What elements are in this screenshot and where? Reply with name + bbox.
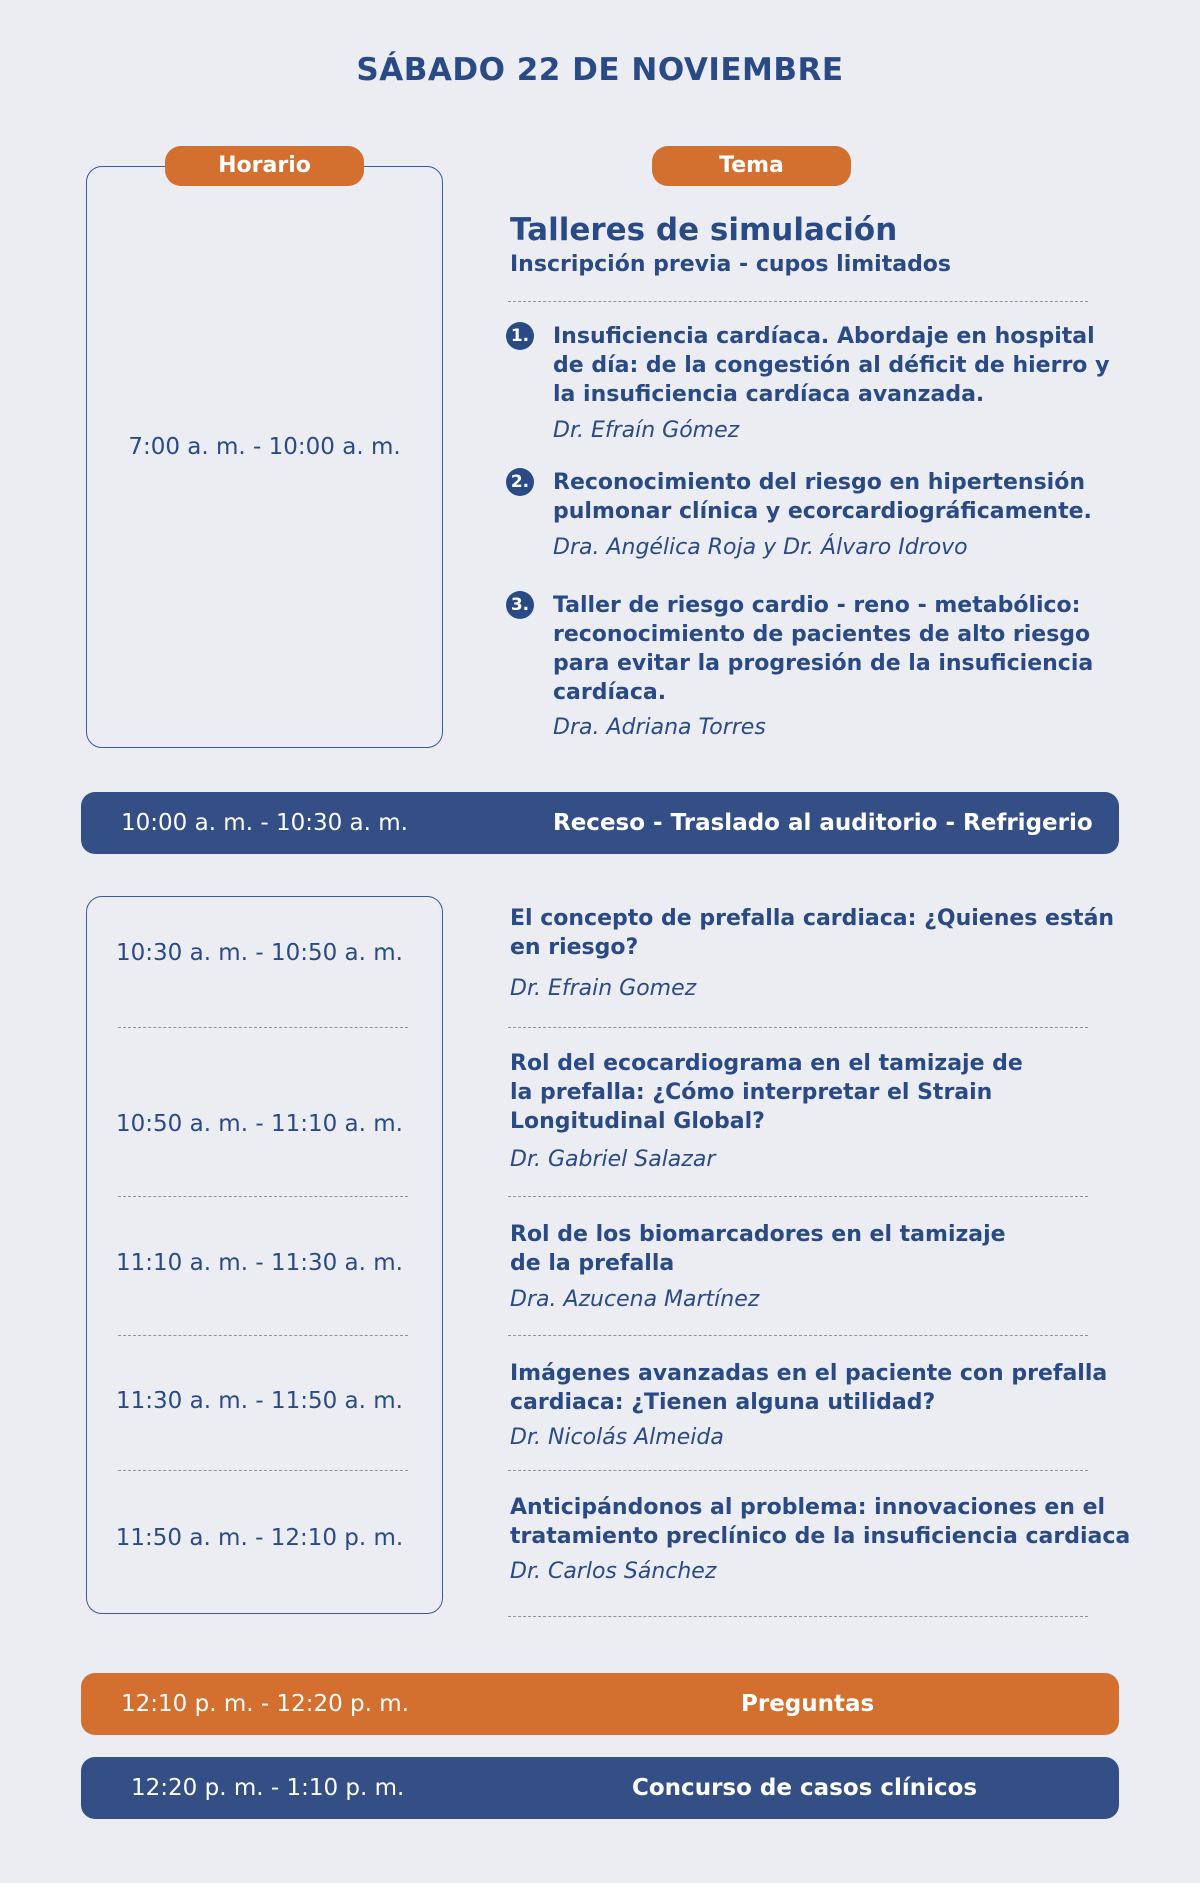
concurso-label: Concurso de casos clínicos xyxy=(632,1775,978,1801)
block1-time: 7:00 a. m. - 10:00 a. m. xyxy=(128,434,401,460)
concurso-band xyxy=(81,1757,1119,1819)
topic-line: tratamiento preclínico de la insuficiencia cardiaca xyxy=(510,1524,1131,1549)
session-speaker: Dr. Gabriel Salazar xyxy=(510,1147,716,1172)
workshop-topic xyxy=(553,591,1093,707)
session-topic xyxy=(510,1493,1130,1551)
topic-line: para evitar la progresión de la insuficiencia xyxy=(553,651,1094,676)
item-number-badge: 2. xyxy=(506,468,534,496)
topic-line: cardiaca: ¿Tienen alguna utilidad? xyxy=(510,1390,936,1415)
divider xyxy=(508,301,1088,302)
topic-line: la insuficiencia cardíaca avanzada. xyxy=(553,382,985,407)
preguntas-band xyxy=(81,1673,1119,1735)
topic-line: Reconocimiento del riesgo en hipertensión xyxy=(553,470,1085,495)
break-time: 10:00 a. m. - 10:30 a. m. xyxy=(121,810,408,836)
topic-line: en riesgo? xyxy=(510,935,639,960)
topic-line: Insuficiencia cardíaca. Abordaje en hospital xyxy=(553,324,1095,349)
divider xyxy=(118,1335,408,1336)
break-band xyxy=(81,792,1119,854)
session-topic xyxy=(510,1220,1006,1278)
preguntas-label: Preguntas xyxy=(741,1691,875,1717)
workshop-speaker: Dra. Angélica Roja y Dr. Álvaro Idrovo xyxy=(553,535,968,560)
topic-line: Longitudinal Global? xyxy=(510,1109,765,1134)
preguntas-time: 12:10 p. m. - 12:20 p. m. xyxy=(121,1691,409,1717)
horario-header: Horario xyxy=(165,146,364,186)
workshop-topic xyxy=(553,322,1109,409)
item-number-badge: 1. xyxy=(506,322,534,350)
session-topic xyxy=(510,1049,1023,1136)
session-speaker: Dra. Azucena Martínez xyxy=(510,1287,760,1312)
topic-line: de día: de la congestión al déficit de hierro y xyxy=(553,353,1110,378)
session-time: 11:10 a. m. - 11:30 a. m. xyxy=(116,1250,403,1276)
session-topic xyxy=(510,904,1114,962)
concurso-time: 12:20 p. m. - 1:10 p. m. xyxy=(131,1775,405,1801)
topic-line: reconocimiento de pacientes de alto riesgo xyxy=(553,622,1091,647)
block1-subheading: Inscripción previa - cupos limitados xyxy=(510,252,952,277)
workshop-speaker: Dra. Adriana Torres xyxy=(553,715,766,740)
topic-line: Rol del ecocardiograma en el tamizaje de xyxy=(510,1051,1023,1076)
divider xyxy=(508,1335,1088,1336)
topic-line: Imágenes avanzadas en el paciente con prefalla xyxy=(510,1361,1108,1386)
page-title: SÁBADO 22 DE NOVIEMBRE xyxy=(356,52,844,88)
tema-header: Tema xyxy=(652,146,851,186)
divider xyxy=(118,1470,408,1471)
divider xyxy=(508,1027,1088,1028)
break-label: Receso - Traslado al auditorio - Refrigerio xyxy=(553,810,1093,836)
session-topic xyxy=(510,1359,1107,1417)
session-speaker: Dr. Efrain Gomez xyxy=(510,976,697,1001)
session-time: 11:50 a. m. - 12:10 p. m. xyxy=(115,1525,404,1551)
session-time: 10:50 a. m. - 11:10 a. m. xyxy=(116,1111,403,1137)
topic-line: Rol de los biomarcadores en el tamizaje xyxy=(510,1222,1006,1247)
workshop-topic xyxy=(553,468,1092,526)
topic-line: Anticipándonos al problema: innovaciones en el xyxy=(510,1495,1106,1520)
topic-line: pulmonar clínica y ecorcardiográficamente. xyxy=(553,499,1092,524)
topic-line: cardíaca. xyxy=(553,680,667,705)
divider xyxy=(118,1027,408,1028)
session-time: 11:30 a. m. - 11:50 a. m. xyxy=(116,1388,403,1414)
topic-line: la prefalla: ¿Cómo interpretar el Strain xyxy=(510,1080,993,1105)
session-time: 10:30 a. m. - 10:50 a. m. xyxy=(116,940,403,966)
topic-line: Taller de riesgo cardio - reno - metabólico: xyxy=(553,593,1081,618)
divider xyxy=(508,1616,1088,1617)
topic-line: El concepto de prefalla cardiaca: ¿Quienes están xyxy=(510,906,1115,931)
divider xyxy=(508,1196,1088,1197)
block1-heading: Talleres de simulación xyxy=(510,212,898,248)
session-speaker: Dr. Nicolás Almeida xyxy=(510,1425,724,1450)
item-number-badge: 3. xyxy=(506,591,534,619)
divider xyxy=(508,1470,1088,1471)
divider xyxy=(118,1196,408,1197)
session-speaker: Dr. Carlos Sánchez xyxy=(510,1559,717,1584)
topic-line: de la prefalla xyxy=(510,1251,675,1276)
workshop-speaker: Dr. Efraín Gómez xyxy=(553,418,740,443)
